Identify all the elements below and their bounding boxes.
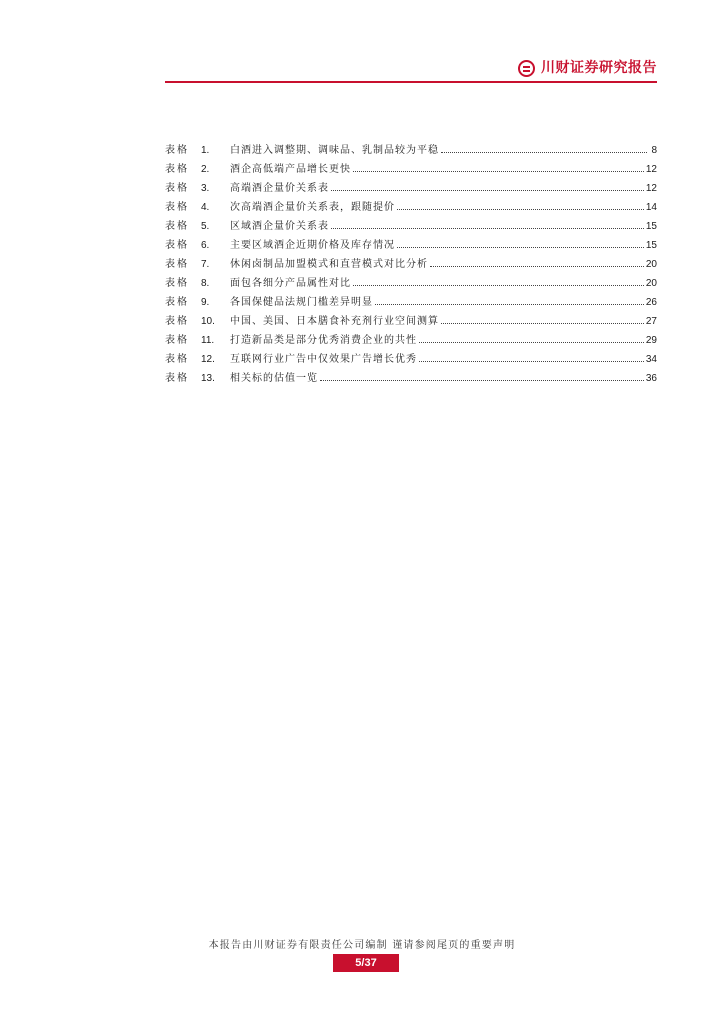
toc-entry-number: 9. xyxy=(201,297,210,308)
toc-entry-page[interactable]: 12 xyxy=(645,183,657,194)
toc-entry[interactable] xyxy=(165,141,657,160)
toc-dot-leader xyxy=(441,151,647,153)
toc-entry-title[interactable]: 区域酒企量价关系表 xyxy=(230,221,329,232)
toc-entry-label: 表格 xyxy=(165,316,189,327)
page-header xyxy=(165,55,657,83)
toc-entry-title[interactable]: 中国、美国、日本膳食补充剂行业空间测算 xyxy=(230,316,439,327)
toc-entry-label: 表格 xyxy=(165,183,189,194)
toc-entry-label: 表格 xyxy=(165,145,189,156)
toc-entry-title[interactable]: 各国保健品法规门槛差异明显 xyxy=(230,297,373,308)
toc-entry-label: 表格 xyxy=(165,354,189,365)
footer-disclaimer: 本报告由川财证券有限责任公司编制 谨请参阅尾页的重要声明 xyxy=(208,940,516,951)
toc-entry-label: 表格 xyxy=(165,164,189,175)
toc-entry-label: 表格 xyxy=(165,297,189,308)
toc-entry-page[interactable]: 34 xyxy=(645,354,657,365)
toc-entry-title[interactable]: 休闲卤制品加盟模式和直营模式对比分析 xyxy=(230,259,428,270)
toc-entry[interactable] xyxy=(165,350,657,369)
toc-entry-title[interactable]: 面包各细分产品属性对比 xyxy=(230,278,351,289)
toc-entry[interactable] xyxy=(165,331,657,350)
toc-entry-page[interactable]: 26 xyxy=(645,297,657,308)
toc-entry-title[interactable]: 相关标的估值一览 xyxy=(230,373,318,384)
toc-dot-leader xyxy=(353,170,644,172)
toc-entry-page[interactable]: 20 xyxy=(645,278,657,289)
page-number-badge: 5/37 xyxy=(333,954,399,972)
toc-entry[interactable] xyxy=(165,293,657,312)
toc-entry-page[interactable]: 12 xyxy=(645,164,657,175)
toc-entry-page[interactable]: 36 xyxy=(645,373,657,384)
header-divider xyxy=(165,81,657,83)
toc-entry-title[interactable]: 主要区域酒企近期价格及库存情况 xyxy=(230,240,395,251)
toc-entry-number: 3. xyxy=(201,183,210,194)
toc-dot-leader xyxy=(353,284,644,286)
toc-dot-leader xyxy=(331,189,644,191)
toc-entry[interactable] xyxy=(165,236,657,255)
toc-entry-page[interactable]: 8 xyxy=(651,145,657,156)
toc-entry-number: 1. xyxy=(201,145,210,156)
toc-entry-title[interactable]: 高端酒企量价关系表 xyxy=(230,183,329,194)
toc-dot-leader xyxy=(331,227,644,229)
toc-entry-page[interactable]: 15 xyxy=(645,240,657,251)
toc-dot-leader xyxy=(320,379,644,381)
toc-entry[interactable] xyxy=(165,274,657,293)
toc-entry-number: 7. xyxy=(201,259,210,270)
toc-entry-page[interactable]: 20 xyxy=(645,259,657,270)
toc-entry-label: 表格 xyxy=(165,221,189,232)
toc-entry-number: 11. xyxy=(201,335,215,346)
toc-dot-leader xyxy=(441,322,644,324)
toc-entry-page[interactable]: 14 xyxy=(645,202,657,213)
toc-entry-label: 表格 xyxy=(165,240,189,251)
toc-entry-title[interactable]: 白酒进入调整期、调味品、乳制品较为平稳 xyxy=(230,145,439,156)
toc-entry[interactable] xyxy=(165,255,657,274)
toc-entry-page[interactable]: 29 xyxy=(645,335,657,346)
toc-entry[interactable] xyxy=(165,312,657,331)
toc-dot-leader xyxy=(375,303,644,305)
chuancai-logo-icon xyxy=(518,60,535,77)
toc-entry-label: 表格 xyxy=(165,278,189,289)
toc-entry-page[interactable]: 15 xyxy=(645,221,657,232)
toc-entry-label: 表格 xyxy=(165,373,189,384)
toc-dot-leader xyxy=(419,341,644,343)
toc-entry-number: 13. xyxy=(201,373,215,384)
toc-dot-leader xyxy=(430,265,644,267)
toc-entry-number: 10. xyxy=(201,316,215,327)
toc-entry-number: 5. xyxy=(201,221,210,232)
toc-entry-number: 4. xyxy=(201,202,210,213)
toc-entry-number: 6. xyxy=(201,240,210,251)
toc-entry[interactable] xyxy=(165,198,657,217)
toc-entry-title[interactable]: 次高端酒企量价关系表，跟随提价 xyxy=(230,202,395,213)
toc-dot-leader xyxy=(397,208,644,210)
brand xyxy=(518,59,657,77)
toc-entry[interactable] xyxy=(165,369,657,388)
toc-entry-label: 表格 xyxy=(165,335,189,346)
toc-entry[interactable] xyxy=(165,217,657,236)
toc-entry[interactable] xyxy=(165,160,657,179)
toc-entry-number: 12. xyxy=(201,354,215,365)
toc-entry-title[interactable]: 打造新品类是部分优秀消费企业的共性 xyxy=(230,335,417,346)
toc-entry-title[interactable]: 互联网行业广告中仅效果广告增长优秀 xyxy=(230,354,417,365)
toc-entry-number: 8. xyxy=(201,278,210,289)
toc-entry-label: 表格 xyxy=(165,202,189,213)
toc-entry-label: 表格 xyxy=(165,259,189,270)
toc-entry-page[interactable]: 27 xyxy=(645,316,657,327)
toc-entry-number: 2. xyxy=(201,164,210,175)
toc-dot-leader xyxy=(419,360,644,362)
toc-entry-title[interactable]: 酒企高低端产品增长更快 xyxy=(230,164,351,175)
toc-dot-leader xyxy=(397,246,644,248)
table-of-tables xyxy=(165,141,657,388)
brand-name: 川财证券研究报告 xyxy=(541,60,657,76)
toc-entry[interactable] xyxy=(165,179,657,198)
